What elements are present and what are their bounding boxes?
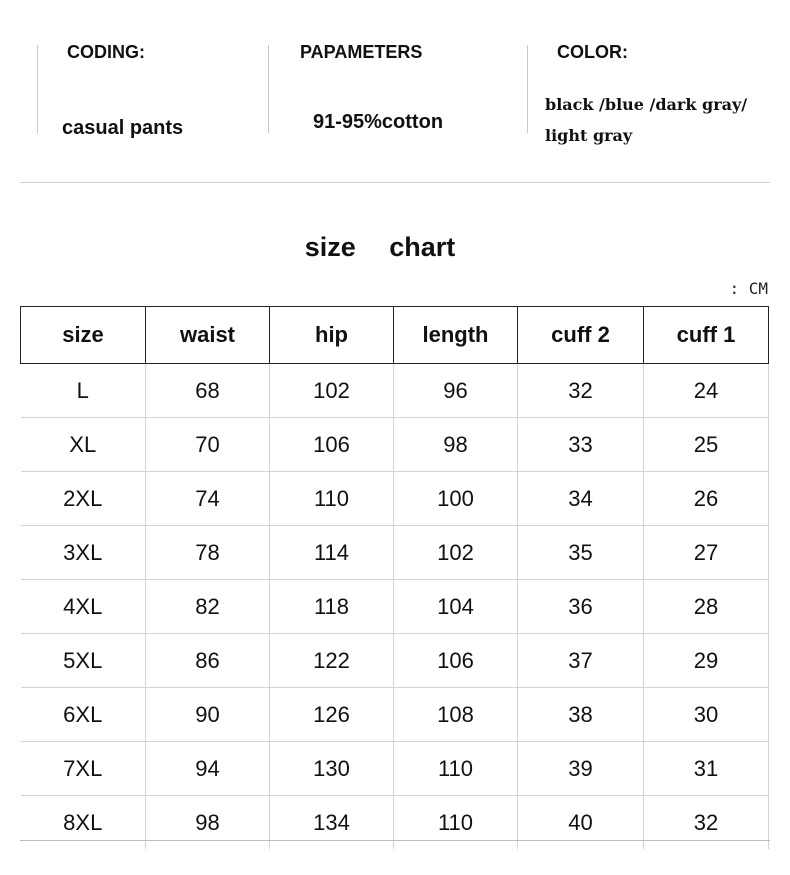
size-cell: 8XL: [21, 796, 146, 850]
waist-cell: 90: [146, 688, 270, 742]
info-divider: [527, 45, 528, 133]
coding-label: CODING:: [67, 42, 145, 62]
length-cell: 106: [394, 634, 518, 688]
header-waist: waist: [146, 307, 270, 364]
table-row: [21, 580, 769, 634]
hip-cell: 106: [270, 418, 394, 472]
section-divider: [20, 182, 770, 183]
length-cell: 110: [394, 796, 518, 850]
cuff-1-cell: 27: [644, 526, 769, 580]
cuff-2-cell: 34: [518, 472, 644, 526]
table-row: [21, 634, 769, 688]
cuff-1-cell: 30: [644, 688, 769, 742]
unit-label: : CM: [729, 279, 768, 298]
table-row: [21, 742, 769, 796]
color-value: black /blue /dark gray/ light gray: [545, 95, 748, 145]
info-divider: [268, 45, 269, 133]
header-cuff-2: cuff 2: [518, 307, 644, 364]
size-cell: 3XL: [21, 526, 146, 580]
header-size: size: [21, 307, 146, 364]
waist-cell: 68: [146, 364, 270, 418]
size-chart-title: size chart: [304, 232, 456, 262]
cuff-1-cell: 25: [644, 418, 769, 472]
waist-cell: 94: [146, 742, 270, 796]
cuff-2-cell: 36: [518, 580, 644, 634]
cuff-1-cell: 32: [644, 796, 769, 850]
cuff-2-cell: 40: [518, 796, 644, 850]
length-cell: 100: [394, 472, 518, 526]
size-cell: 6XL: [21, 688, 146, 742]
cuff-2-cell: 33: [518, 418, 644, 472]
length-cell: 108: [394, 688, 518, 742]
hip-cell: 110: [270, 472, 394, 526]
size-cell: L: [21, 364, 146, 418]
table-header-row: [21, 307, 769, 364]
size-cell: XL: [21, 418, 146, 472]
cuff-1-cell: 26: [644, 472, 769, 526]
color-label: COLOR:: [557, 42, 628, 62]
table-row: [21, 418, 769, 472]
cuff-1-cell: 24: [644, 364, 769, 418]
waist-cell: 86: [146, 634, 270, 688]
waist-cell: 82: [146, 580, 270, 634]
parameters-label: PAPAMETERS: [300, 42, 423, 62]
hip-cell: 130: [270, 742, 394, 796]
hip-cell: 122: [270, 634, 394, 688]
cuff-1-cell: 29: [644, 634, 769, 688]
cuff-2-cell: 37: [518, 634, 644, 688]
length-cell: 96: [394, 364, 518, 418]
cuff-2-cell: 38: [518, 688, 644, 742]
length-cell: 98: [394, 418, 518, 472]
table-row: [21, 688, 769, 742]
table-row: [21, 472, 769, 526]
hip-cell: 134: [270, 796, 394, 850]
hip-cell: 114: [270, 526, 394, 580]
cuff-2-cell: 39: [518, 742, 644, 796]
info-divider: [37, 45, 38, 133]
size-cell: 5XL: [21, 634, 146, 688]
size-cell: 2XL: [21, 472, 146, 526]
size-cell: 7XL: [21, 742, 146, 796]
length-cell: 102: [394, 526, 518, 580]
header-hip: hip: [270, 307, 394, 364]
length-cell: 110: [394, 742, 518, 796]
hip-cell: 102: [270, 364, 394, 418]
waist-cell: 70: [146, 418, 270, 472]
waist-cell: 74: [146, 472, 270, 526]
header-length: length: [394, 307, 518, 364]
hip-cell: 126: [270, 688, 394, 742]
cuff-1-cell: 31: [644, 742, 769, 796]
cuff-2-cell: 35: [518, 526, 644, 580]
table-row: [21, 364, 769, 418]
size-table: [20, 306, 769, 849]
cuff-1-cell: 28: [644, 580, 769, 634]
coding-value: casual pants: [62, 117, 184, 139]
waist-cell: 78: [146, 526, 270, 580]
parameters-value: 91-95%cotton: [313, 111, 444, 133]
waist-cell: 98: [146, 796, 270, 850]
cuff-2-cell: 32: [518, 364, 644, 418]
size-cell: 4XL: [21, 580, 146, 634]
length-cell: 104: [394, 580, 518, 634]
table-bottom-line: [20, 840, 770, 841]
header-cuff-1: cuff 1: [644, 307, 769, 364]
hip-cell: 118: [270, 580, 394, 634]
table-row: [21, 526, 769, 580]
